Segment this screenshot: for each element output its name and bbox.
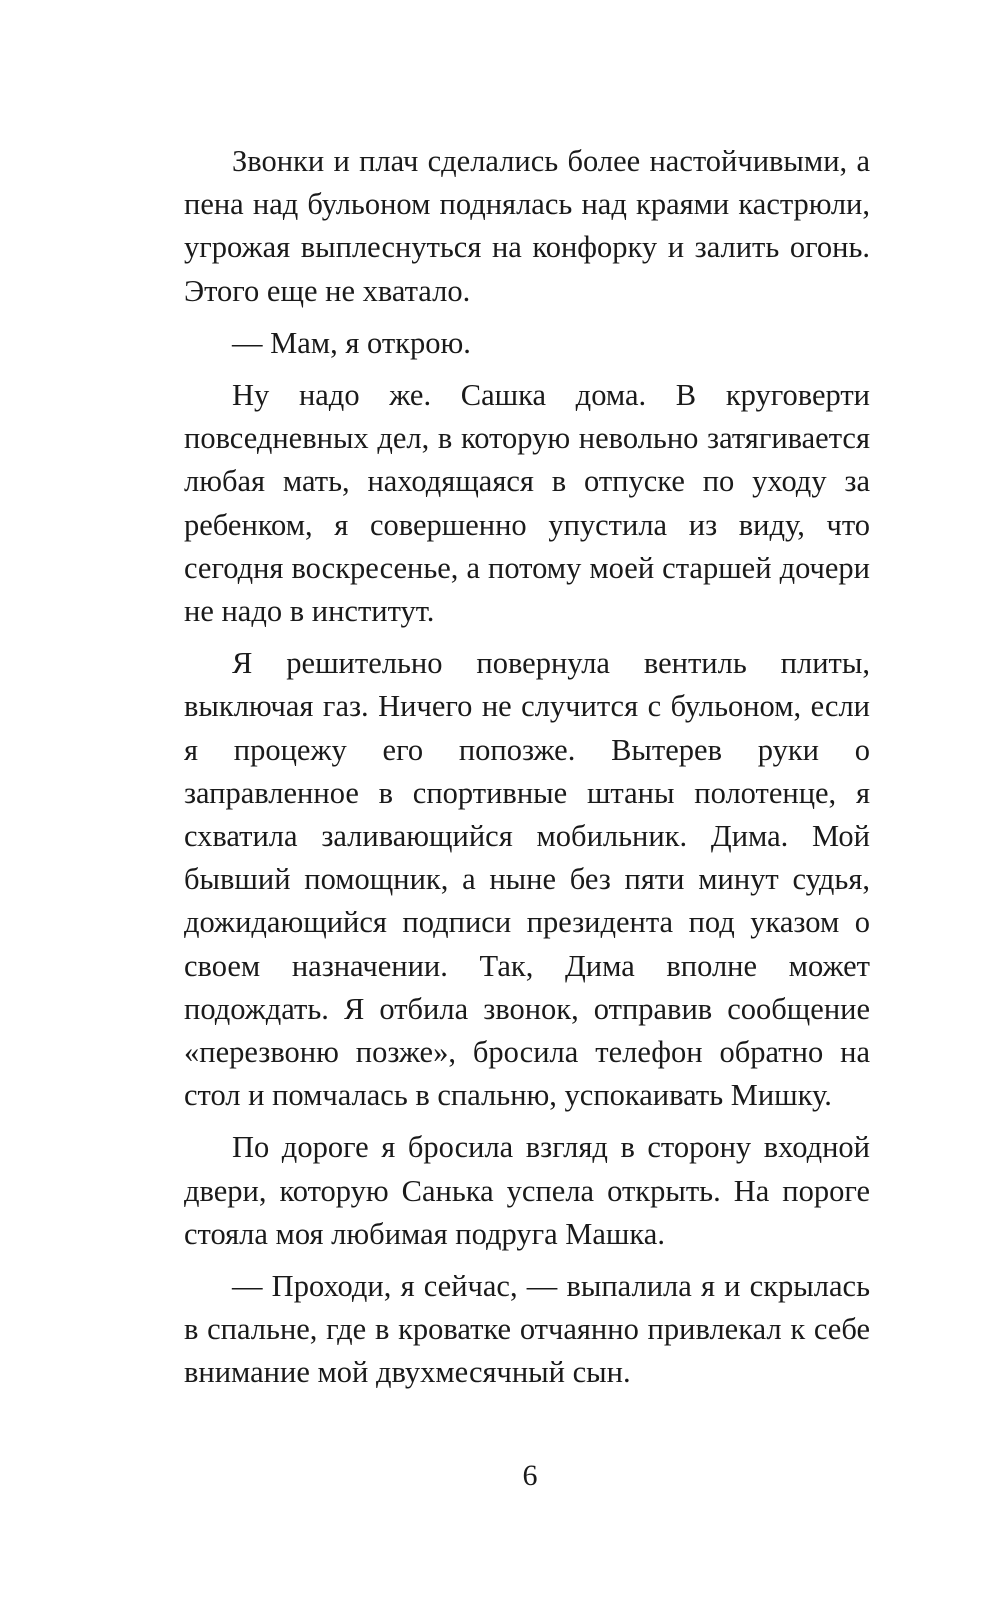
paragraph: По дороге я бросила взгляд в сторону входной двери, которую Санька успела открыть. На пороге стояла моя любимая подруга Машка. (184, 1130, 870, 1251)
paragraph: — Мам, я открою. (232, 325, 471, 360)
paragraph: — Проходи, я сейчас, — выпалила я и скрылась в спальне, где в кроватке отчаянно привлекал к себе внимание мой двухмесячный сын. (184, 1269, 870, 1390)
paragraph: Ну надо же. Сашка дома. В круговерти повседневных дел, в которую невольно затягивается любая мать, находящаяся в отпуске по уходу за ребенком, я совершенно упустила из виду, что сегодня воскресенье, а потому моей старшей дочери не надо в институт. (184, 378, 870, 629)
paragraph: Я решительно повернула вентиль плиты, выключая газ. Ничего не случится с бульоном, если я процежу его попозже. Вытерев руки о заправленное в спортивные штаны полотенце, я схватила заливающийся мобильник. Дима. Мой бывший помощник, а ныне без пяти минут судья, дожидающийся подписи президента под указом о своем назначении. Так, Дима вполне может подождать. Я отбила звонок, отправив сообщение «перезвоню позже», бросила телефон обратно на стол и помчалась в спальню, успокаивать Мишку. (184, 646, 870, 1113)
paragraph: Звонки и плач сделались более настойчивыми, а пена над бульоном поднялась над краями кастрюли, угрожая выплеснуться на конфорку и залить огонь. Этого еще не хватало. (184, 144, 870, 308)
page-number: 6 (522, 1459, 538, 1492)
body-text (184, 140, 870, 1395)
